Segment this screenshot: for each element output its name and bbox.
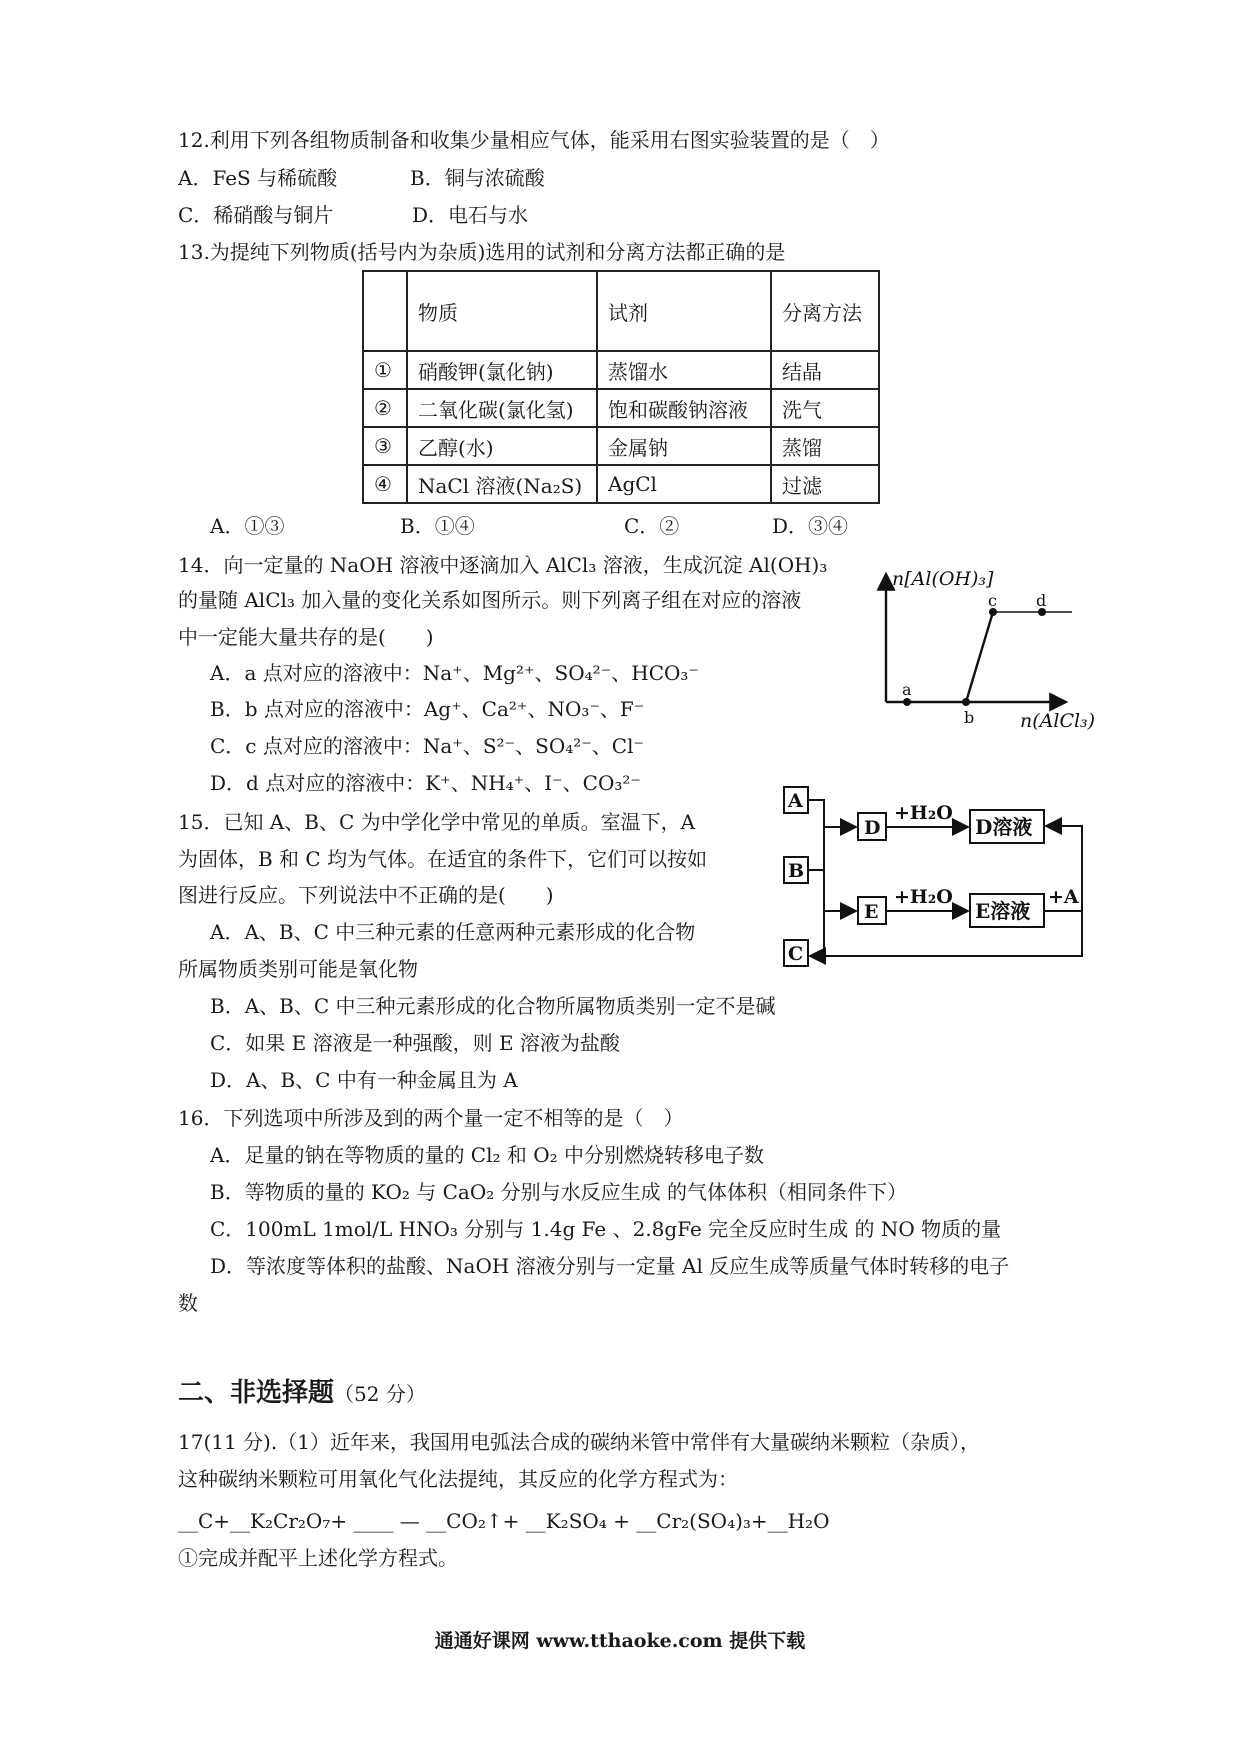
q15-stem-line1: 15．已知 A、B、C 为中学化学中常见的单质。室温下，A — [178, 810, 696, 834]
q16-stem: 16．下列选项中所涉及到的两个量一定不相等的是（ ） — [178, 1106, 684, 1130]
table-cell: ④ — [363, 465, 407, 503]
q14-graph — [870, 560, 1110, 740]
table-header-cell: 分离方法 — [771, 271, 879, 351]
table-row — [363, 351, 879, 389]
q12-stem: 12.利用下列各组物质制备和收集少量相应气体，能采用右图实验装置的是（ ） — [178, 128, 890, 152]
section-title — [178, 1372, 426, 1409]
table-cell: 饱和碳酸钠溶液 — [597, 389, 771, 427]
label-e: E — [864, 901, 879, 923]
q17-item1: ①完成并配平上述化学方程式。 — [178, 1546, 458, 1570]
table-cell: 硝酸钾(氯化钠) — [407, 351, 597, 389]
label-d-solution: D溶液 — [975, 815, 1033, 839]
q17-stem-line1: 17(11 分).（1）近年来，我国用电弧法合成的碳纳米管中常伴有大量碳纳米颗粒（杂质）， — [178, 1430, 980, 1454]
q15-option-d: D．A、B、C 中有一种金属且为 A — [210, 1068, 518, 1092]
q16-option-c: C．100mL 1mol/L HNO₃ 分别与 1.4g Fe 、2.8gFe 完全反应时生成 的 NO 物质的量 — [210, 1217, 1002, 1241]
point-a — [903, 698, 911, 706]
q17-stem-line2: 这种碳纳米颗粒可用氧化气化法提纯，其反应的化学方程式为： — [178, 1467, 738, 1491]
point-b — [962, 698, 970, 706]
table-header-cell — [363, 271, 407, 351]
table-header-cell: 试剂 — [597, 271, 771, 351]
section-title-text: 二、非选择题 — [178, 1378, 335, 1408]
table-cell: 二氧化碳(氯化氢) — [407, 389, 597, 427]
table-cell: 蒸馏水 — [597, 351, 771, 389]
table-row — [363, 427, 879, 465]
point-d-label: d — [1036, 591, 1047, 610]
y-axis-label: n[Al(OH)₃] — [892, 568, 994, 590]
table-row — [363, 389, 879, 427]
section-score: （52 分） — [334, 1382, 426, 1406]
table-header-row — [363, 271, 879, 351]
q13-option-a: A．①③ — [210, 514, 285, 538]
label-c: C — [788, 943, 804, 965]
q13-option-b: B．①④ — [400, 514, 475, 538]
table-cell: 结晶 — [771, 351, 879, 389]
table-cell: 过滤 — [771, 465, 879, 503]
q13-table — [362, 270, 880, 504]
q12-option-a: A．FeS 与稀硫酸 — [178, 166, 338, 190]
rise-line — [966, 612, 993, 702]
table-row — [363, 465, 879, 503]
table-header-cell: 物质 — [407, 271, 597, 351]
q15-option-a-line2: 所属物质类别可能是氧化物 — [178, 957, 418, 981]
label-b: B — [788, 860, 805, 882]
q14-option-b: B．b 点对应的溶液中：Ag⁺、Ca²⁺、NO₃⁻、F⁻ — [210, 697, 645, 721]
water-label-bottom: +H₂O — [894, 886, 953, 908]
table-cell: 蒸馏 — [771, 427, 879, 465]
q14-option-d: D．d 点对应的溶液中：K⁺、NH₄⁺、I⁻、CO₃²⁻ — [210, 771, 641, 795]
point-c-label: c — [988, 591, 997, 610]
q12-option-c: C．稀硝酸与铜片 — [178, 203, 334, 227]
table-cell: ② — [363, 389, 407, 427]
q12-option-d: D．电石与水 — [412, 203, 529, 227]
q15-flow-diagram — [780, 780, 1100, 980]
q14-option-c: C．c 点对应的溶液中：Na⁺、S²⁻、SO₄²⁻、Cl⁻ — [210, 734, 645, 758]
q16-option-a: A．足量的钠在等物质的量的 Cl₂ 和 O₂ 中分别燃烧转移电子数 — [210, 1143, 765, 1167]
label-e-solution: E溶液 — [975, 899, 1031, 923]
q14-stem-line2: 的量随 AlCl₃ 加入量的变化关系如图所示。则下列离子组在对应的溶液 — [178, 588, 802, 612]
q15-stem-line3: 图进行反应。下列说法中不正确的是( ) — [178, 883, 554, 907]
q15-option-b: B．A、B、C 中三种元素形成的化合物所属物质类别一定不是碱 — [210, 994, 776, 1018]
point-b-label: b — [964, 708, 975, 727]
q15-stem-line2: 为固体，B 和 C 均为气体。在适宜的条件下，它们可以按如 — [178, 847, 708, 871]
x-axis-label: n(AlCl₃) — [1020, 710, 1096, 732]
q16-option-b: B．等物质的量的 KO₂ 与 CaO₂ 分别与水反应生成 的气体体积（相同条件下） — [210, 1180, 907, 1204]
page-footer: 通通好课网 www.tthaoke.com 提供下载 — [434, 1630, 806, 1652]
table-cell: AgCl — [597, 465, 771, 503]
water-label-top: +H₂O — [894, 802, 953, 824]
table-cell: 金属钠 — [597, 427, 771, 465]
q14-stem-line3: 中一定能大量共存的是( ) — [178, 625, 434, 649]
q12-option-b: B．铜与浓硫酸 — [410, 166, 545, 190]
label-d: D — [864, 817, 881, 839]
q17-equation: __C+__K₂Cr₂O₇+ ____ — __CO₂↑+ __K₂SO₄ + __Cr₂(SO₄)₃+__H₂O — [178, 1509, 830, 1533]
q14-stem-line1: 14．向一定量的 NaOH 溶液中逐滴加入 AlCl₃ 溶液，生成沉淀 Al(OH)₃ — [178, 553, 828, 577]
q13-option-d: D．③④ — [772, 514, 849, 538]
q15-option-a-line1: A．A、B、C 中三种元素的任意两种元素形成的化合物 — [210, 920, 696, 944]
table-cell: ③ — [363, 427, 407, 465]
plus-a-label: +A — [1048, 886, 1079, 908]
q13-option-c: C．② — [624, 514, 680, 538]
q14-option-a: A．a 点对应的溶液中：Na⁺、Mg²⁺、SO₄²⁻、HCO₃⁻ — [210, 661, 699, 685]
q16-option-d-line2: 数 — [178, 1291, 198, 1315]
label-a: A — [788, 790, 803, 812]
q16-option-d-line1: D．等浓度等体积的盐酸、NaOH 溶液分别与一定量 Al 反应生成等质量气体时转移的电子 — [210, 1254, 1010, 1278]
point-a-label: a — [902, 680, 912, 699]
q13-stem: 13.为提纯下列物质(括号内为杂质)选用的试剂和分离方法都正确的是 — [178, 240, 786, 264]
q15-option-c: C．如果 E 溶液是一种强酸，则 E 溶液为盐酸 — [210, 1031, 620, 1055]
table-cell: NaCl 溶液(Na₂S) — [407, 465, 597, 503]
table-cell: ① — [363, 351, 407, 389]
table-cell: 乙醇(水) — [407, 427, 597, 465]
table-cell: 洗气 — [771, 389, 879, 427]
